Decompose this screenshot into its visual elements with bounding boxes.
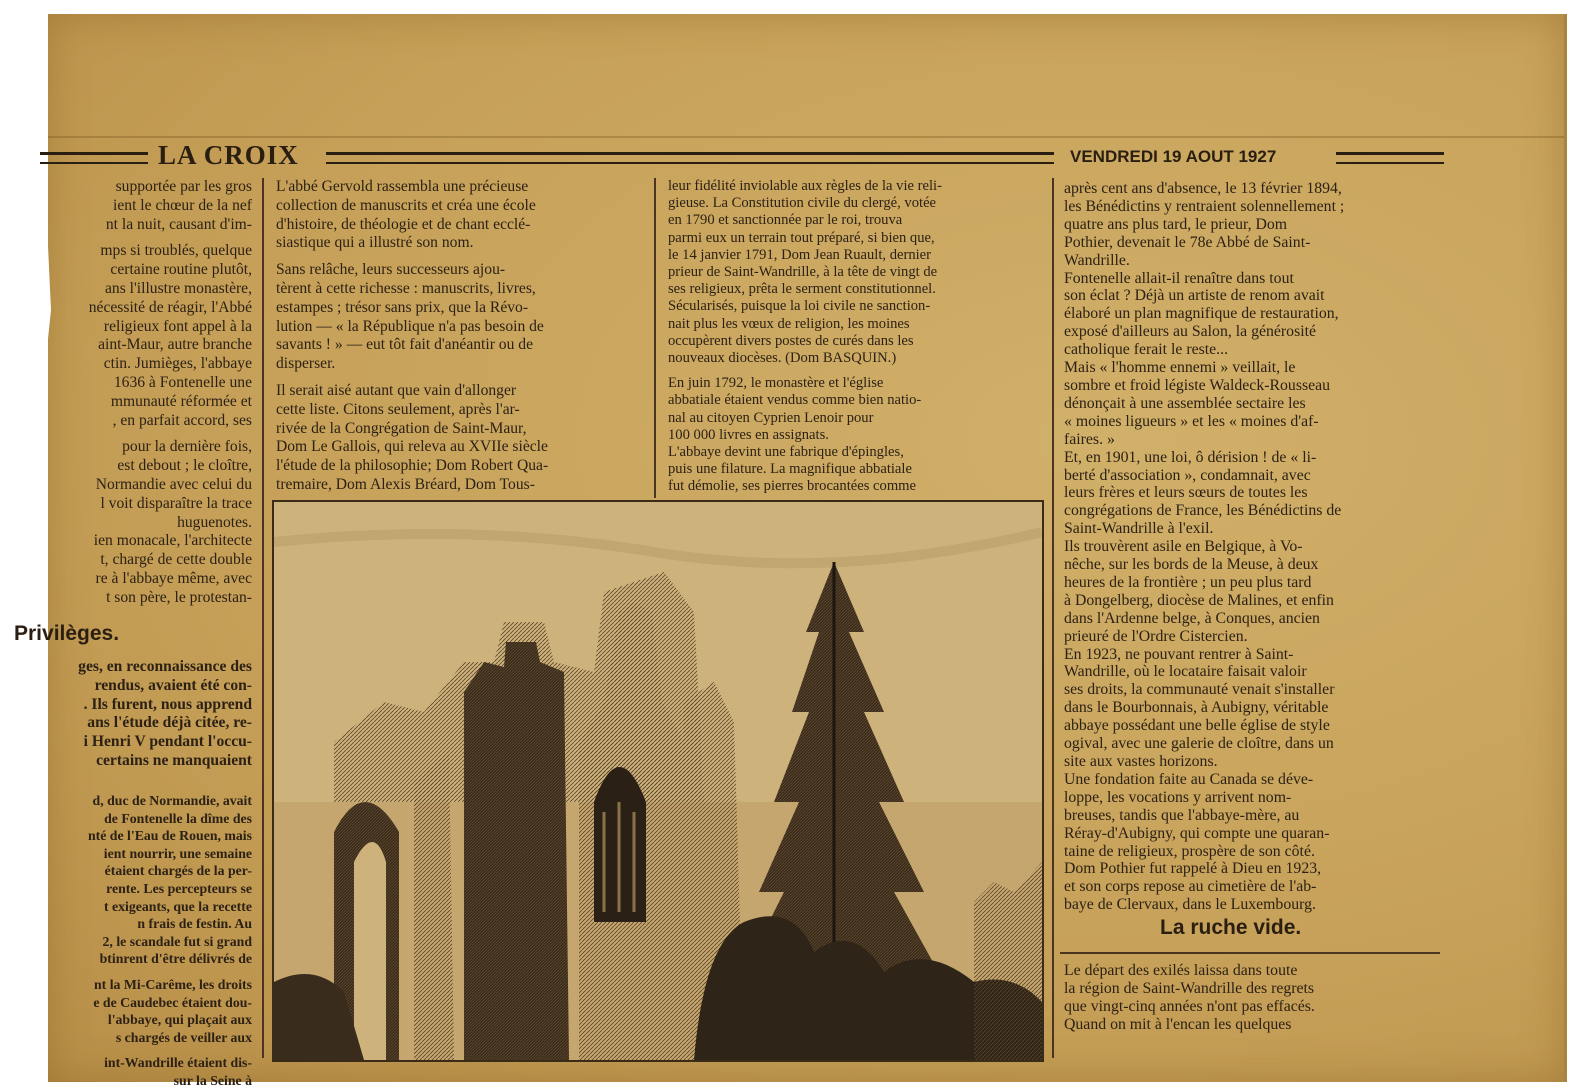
- section-heading-privileges: Privilèges.: [14, 622, 120, 645]
- text-line: huguenotes.: [177, 513, 252, 531]
- text-line: ient le chœur de la nef: [113, 196, 252, 214]
- text-line: de Fontenelle la dîme des: [104, 810, 252, 826]
- column-1-text-c: [34, 792, 252, 1090]
- text-line: leurs frères et leurs sœurs de toutes les: [1064, 484, 1308, 502]
- column-4-text-b: [1064, 962, 1442, 1034]
- column-divider-1: [262, 178, 264, 1058]
- text-line: ans l'étude déjà citée, re-: [87, 714, 252, 732]
- text-line: l'étude de la philosophie; Dom Robert Qua-: [276, 457, 549, 475]
- text-line: Fontenelle allait-il renaître dans tout: [1064, 269, 1294, 287]
- issue-date: VENDREDI 19 AOUT 1927: [1070, 147, 1277, 166]
- text-line: Sans relâche, leurs successeurs ajou-: [276, 261, 506, 279]
- text-line: 1636 à Fontenelle une: [113, 373, 252, 391]
- text-line: à Dongelberg, diocèse de Malines, et enfin: [1064, 591, 1334, 609]
- text-line: 2, le scandale fut si grand: [102, 933, 252, 949]
- abbey-ruins-drawing: [274, 502, 1042, 1060]
- text-line: Une fondation faite au Canada se déve-: [1064, 770, 1314, 788]
- text-line: prieuré de l'Ordre Cistercien.: [1064, 627, 1248, 645]
- text-line: t exigeants, que la recette: [103, 898, 252, 914]
- text-line: Ils trouvèrent asile en Belgique, à Vo-: [1064, 538, 1303, 556]
- text-line: t son père, le protestan-: [106, 588, 252, 606]
- text-line: supportée par les gros: [115, 178, 252, 195]
- text-line: breuses, tandis que l'abbaye-mère, au: [1064, 806, 1300, 824]
- text-line: estampes ; trésor sans prix, que la Révo-: [276, 298, 529, 316]
- text-line: parmi eux un terrain tout préparé, si bien que,: [668, 229, 935, 246]
- text-line: re à l'abbaye même, avec: [95, 569, 252, 587]
- text-line: gieuse. La Constitution civile du clergé, votée: [668, 195, 937, 212]
- text-line: disperser.: [276, 355, 336, 373]
- text-line: taine de religieux, prospère de son côté.: [1064, 842, 1315, 860]
- text-line: lution — « la République n'a pas besoin de: [276, 317, 544, 335]
- column-1-text: [34, 178, 252, 608]
- text-line: loppe, les vocations y arrivent nom-: [1064, 788, 1292, 806]
- text-line: Sécularisés, puisque la loi civile ne sanction-: [668, 298, 931, 315]
- text-line: ogival, avec une galerie de cloître, dans un: [1064, 735, 1334, 753]
- text-line: Mais « l'homme ennemi » veillait, le: [1064, 359, 1296, 377]
- text-line: nt la Mi-Carême, les droits: [94, 976, 252, 992]
- text-line: Quand on mit à l'encan les quelques: [1064, 1015, 1292, 1033]
- text-line: pour la dernière fois,: [122, 438, 252, 456]
- text-line: et son corps repose au cimetière de l'ab-: [1064, 878, 1317, 896]
- text-line: occupèrent divers postes de curés dans les: [668, 332, 914, 349]
- text-line: religieux font appel à la: [103, 317, 252, 335]
- text-line: prieur de Saint-Wandrille, à la tête de vingt de: [668, 264, 938, 281]
- masthead-rule-left: [40, 152, 148, 164]
- text-line: heures de la frontière ; un peu plus tard: [1064, 573, 1312, 591]
- text-line: nêche, sur les bords de la Meuse, à deux: [1064, 556, 1319, 574]
- text-line: [34, 1046, 252, 1054]
- column-1-text-b: [34, 658, 252, 771]
- text-line: baye de Clervaux, dans le Luxembourg.: [1064, 896, 1316, 914]
- text-line: faires. »: [1064, 430, 1115, 448]
- text-line: nal au citoyen Cyprien Lenoir pour: [668, 409, 874, 426]
- text-line: Normandie avec celui du: [95, 475, 252, 493]
- text-line: tèrent à cette richesse : manuscrits, livres,: [276, 279, 536, 297]
- text-line: [276, 253, 648, 261]
- text-line: la région de Saint-Wandrille des regrets: [1064, 979, 1315, 997]
- text-line: que vingt-cinq années n'ont pas effacés.: [1064, 997, 1315, 1015]
- text-line: catholique ferait le reste...: [1064, 341, 1229, 359]
- text-line: [34, 430, 252, 438]
- text-line: L'abbaye devint une fabrique d'épingles,: [668, 444, 904, 461]
- text-line: btinrent d'être délivrés de: [99, 951, 252, 967]
- text-line: ses religieux, prêta le serment constitutionnel.: [668, 281, 936, 298]
- text-line: exposé d'ailleurs au Salon, la générosité: [1064, 323, 1317, 341]
- text-line: nt la nuit, causant d'im-: [105, 215, 252, 233]
- text-line: le 14 janvier 1791, Dom Jean Ruault, dernier: [668, 246, 932, 263]
- text-line: ien monacale, l'architecte: [93, 532, 252, 550]
- text-line: mps si troublés, quelque: [100, 242, 252, 260]
- section-heading-la-ruche-vide: La ruche vide.: [1160, 916, 1302, 939]
- column-3-text: [668, 178, 1046, 496]
- text-line: quatre ans plus tard, le prieur, Dom: [1064, 215, 1288, 233]
- text-line: certaine routine plutôt,: [110, 261, 252, 279]
- text-line: rente. Les percepteurs se: [106, 880, 252, 896]
- text-line: Le départ des exilés laissa dans toute: [1064, 962, 1298, 979]
- text-line: i Henri V pendant l'occu-: [83, 733, 252, 751]
- text-line: collection de manuscrits et créa une école: [276, 196, 536, 214]
- text-line: dans l'Ardenne belge, à Conques, ancien: [1064, 609, 1320, 627]
- text-line: [276, 374, 648, 382]
- text-line: [668, 367, 1046, 375]
- text-line: rivée de la Congrégation de Saint-Maur,: [276, 419, 527, 437]
- column-4-text: [1064, 180, 1442, 914]
- text-line: rendus, avaient été con-: [94, 676, 252, 694]
- text-line: « moines ligueurs » et les « moines d'af-: [1064, 412, 1319, 430]
- text-line: Et, en 1901, une loi, ô dérision ! de « li-: [1064, 448, 1317, 466]
- newspaper-title: LA CROIX: [158, 140, 299, 170]
- text-line: congrégations de France, les Bénédictins de: [1064, 502, 1342, 520]
- text-line: est debout ; le cloître,: [117, 457, 252, 475]
- text-line: s chargés de veiller aux: [115, 1029, 252, 1045]
- text-line: int-Wandrille étaient dis-: [104, 1055, 252, 1071]
- text-line: Wandrille, où le locataire faisait valoir: [1064, 663, 1307, 681]
- text-line: t, chargé de cette double: [100, 551, 252, 569]
- text-line: Pothier, devenait le 78e Abbé de Saint-: [1064, 233, 1311, 251]
- text-line: Réray-d'Aubigny, qui compte une quaran-: [1064, 824, 1330, 842]
- heading-rule: [1060, 952, 1440, 954]
- column-divider-2: [654, 178, 656, 498]
- text-line: siastique qui a illustré son nom.: [276, 234, 474, 252]
- text-line: nté de l'Eau de Rouen, mais: [87, 828, 252, 844]
- text-line: élaboré un plan magnifique de restauration,: [1064, 305, 1339, 323]
- text-line: étaient chargés de la per-: [104, 863, 252, 879]
- text-line: e de Caudebec étaient dou-: [93, 994, 252, 1010]
- text-line: Saint-Wandrille à l'exil.: [1064, 520, 1214, 538]
- masthead-rule-right: [1336, 152, 1444, 164]
- text-line: berté d'association », condamnait, avec: [1064, 466, 1311, 484]
- text-line: abbatiale étaient vendus comme bien natio-: [668, 392, 922, 409]
- text-line: sombre et froid légiste Waldeck-Rousseau: [1064, 376, 1331, 394]
- text-line: ses droits, la communauté venait s'installer: [1064, 681, 1335, 699]
- text-line: En 1923, ne pouvant rentrer à Saint-: [1064, 645, 1294, 663]
- masthead-rule-middle: [326, 152, 1054, 164]
- text-line: [34, 234, 252, 242]
- text-line: Wandrille.: [1064, 251, 1130, 269]
- text-line: . Ils furent, nous apprend: [83, 695, 252, 713]
- text-line: sur la Seine à: [173, 1072, 252, 1088]
- text-line: d, duc de Normandie, avait: [92, 793, 252, 808]
- text-line: après cent ans d'absence, le 13 février 1894,: [1064, 180, 1342, 197]
- column-divider-3: [1052, 178, 1054, 1058]
- text-line: [34, 968, 252, 976]
- text-line: 100 000 livres en assignats.: [668, 426, 829, 443]
- text-line: ans l'illustre monastère,: [104, 279, 252, 297]
- text-line: L'abbé Gervold rassembla une précieuse: [276, 178, 529, 195]
- text-line: ient nourrir, une semaine: [103, 845, 252, 861]
- text-line: fut démolie, ses pierres brocantées comme: [668, 478, 917, 495]
- text-line: Dom Le Gallois, qui releva au XVIIe siècle: [276, 438, 548, 456]
- masthead: [40, 140, 1560, 174]
- text-line: abbaye possédant une belle église de style: [1064, 717, 1330, 735]
- text-line: Il serait aisé autant que vain d'allonger: [276, 381, 517, 399]
- text-line: certains ne manquaient: [96, 751, 252, 769]
- text-line: dans le Bourbonnais, à Aubigny, véritable: [1064, 699, 1329, 717]
- text-line: Dom Pothier fut rappelé à Dieu en 1923,: [1064, 860, 1322, 878]
- text-line: en 1790 et sanctionnée par le roi, trouva: [668, 212, 903, 229]
- text-line: puis une filature. La magnifique abbatiale: [668, 461, 912, 478]
- fold-crease: [48, 136, 1564, 138]
- text-line: l voit disparaître la trace: [100, 494, 252, 512]
- text-line: n frais de festin. Au: [137, 916, 252, 932]
- text-line: , en parfait accord, ses: [112, 411, 252, 429]
- text-line: d'histoire, de théologie et de chant ecclé-: [276, 215, 531, 233]
- text-line: mmunauté réformée et: [110, 392, 252, 410]
- text-line: tremaire, Dom Alexis Bréard, Dom Tous-: [276, 475, 535, 493]
- text-line: nouveaux diocèses. (Dom BASQUIN.): [668, 350, 897, 367]
- text-line: savants ! » — eut tôt fait d'anéantir ou de: [276, 336, 533, 354]
- text-line: ges, en reconnaissance des: [78, 658, 252, 675]
- column-2-text: [276, 178, 648, 495]
- text-line: ctin. Jumièges, l'abbaye: [103, 355, 252, 373]
- text-line: son éclat ? Déjà un artiste de renom avait: [1064, 287, 1325, 305]
- abbey-ruins-illustration: [272, 500, 1044, 1062]
- text-line: cette liste. Citons seulement, après l'ar-: [276, 400, 520, 418]
- text-line: site aux vastes horizons.: [1064, 753, 1218, 770]
- text-line: nécessité de réagir, l'Abbé: [88, 298, 252, 316]
- text-line: l'abbaye, qui plaçait aux: [107, 1012, 252, 1028]
- text-line: les Bénédictins y rentraient solennellement ;: [1064, 197, 1345, 215]
- text-line: En juin 1792, le monastère et l'église: [668, 375, 884, 392]
- text-line: aint-Maur, autre branche: [98, 336, 252, 354]
- text-line: nait plus les vœux de religion, les moines: [668, 315, 910, 332]
- text-line: leur fidélité inviolable aux règles de la vie reli-: [668, 178, 942, 194]
- text-line: dénonçait à une assemblée sectaire les: [1064, 394, 1306, 412]
